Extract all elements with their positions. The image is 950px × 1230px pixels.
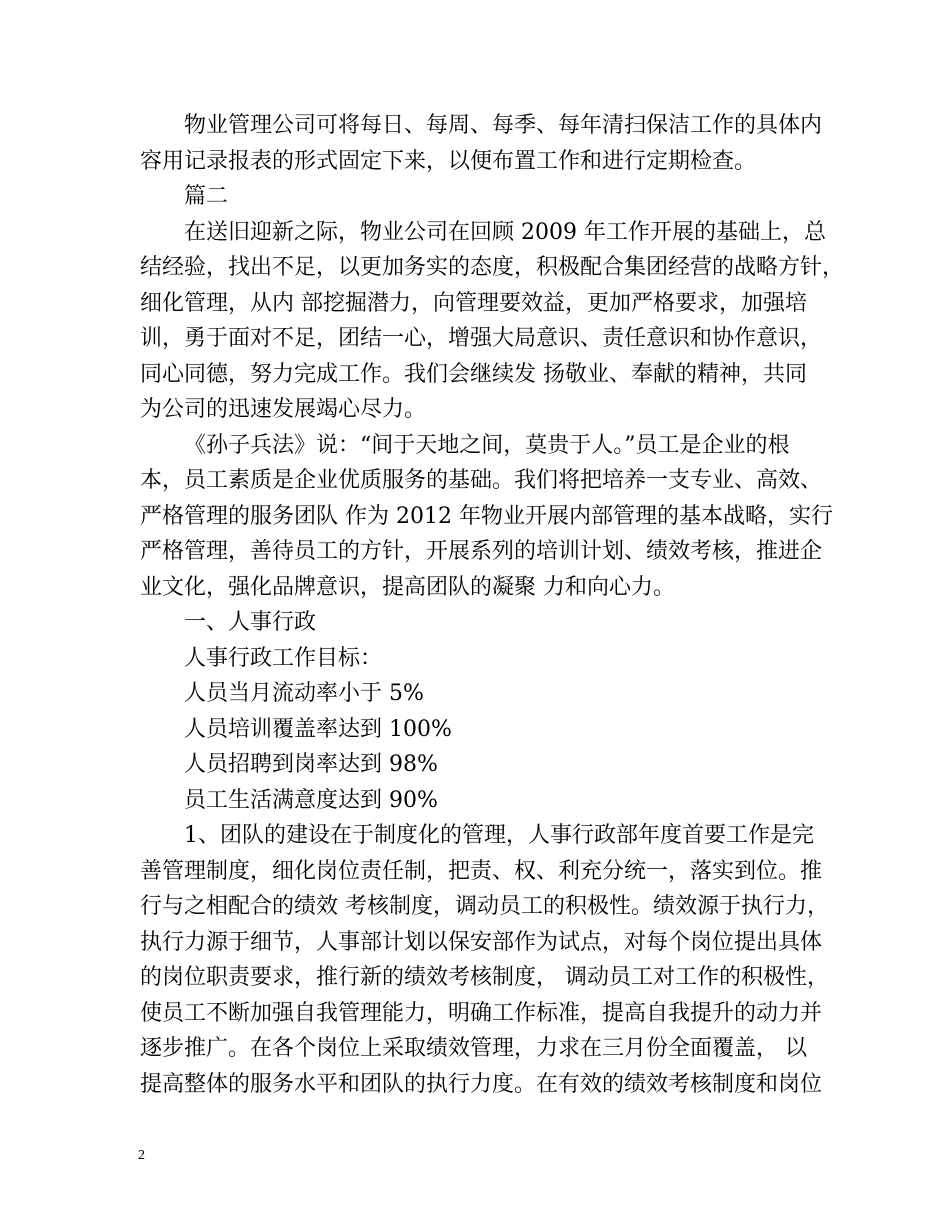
text-line: 细化管理，从内 部挖掘潜力，向管理要效益，更加严格要求，加强培	[140, 290, 807, 316]
text-line: 提高整体的服务水平和团队的执行力度。在有效的绩效考核制度和岗位	[140, 1071, 823, 1097]
text-line: 同心同德，努力完成工作。我们会继续发 扬敬业、奉献的精神，共同	[140, 361, 807, 387]
text-line: 人事行政工作目标：	[184, 645, 383, 671]
page-number: 2	[138, 1148, 145, 1163]
list-item: 人员当月流动率小于 5%	[184, 681, 424, 706]
text-line: 业文化，强化品牌意识，提高团队的凝聚 力和向心力。	[140, 574, 675, 600]
text-line: 的岗位职责要求，推行新的绩效考核制度， 调动员工对工作的积极性，	[140, 965, 829, 990]
text-line: 1、团队的建设在于制度化的管理，人事行政部年度首要工作是完	[184, 823, 814, 848]
list-item: 人员招聘到岗率达到 98%	[184, 752, 438, 777]
text-line: 严格管理的服务团队 作为 2012 年物业开展内部管理的基本战略，实行	[140, 503, 833, 529]
text-line: 容用记录报表的形式固定下来，以便布置工作和进行定期检查。	[140, 148, 757, 174]
text-line: 训，勇于面对不足，团结一心，增强大局意识、责任意识和协作意识，	[140, 326, 823, 351]
text-line: 《孙子兵法》说：“间于天地之间，莫贵于人。”员工是企业的根	[184, 432, 790, 458]
text-line: 结经验，找出不足，以更加务实的态度，积极配合集团经营的战略方针，	[140, 255, 845, 280]
text-line: 本，员工素质是企业优质服务的基础。我们将把培养一支专业、高效、	[140, 468, 823, 493]
section-heading: 篇二	[184, 184, 229, 209]
text-line: 行与之相配合的绩效 考核制度，调动员工的积极性。绩效源于执行力，	[140, 894, 829, 919]
section-heading: 一、人事行政	[184, 610, 317, 635]
list-item: 员工生活满意度达到 90%	[184, 787, 438, 813]
text-line: 执行力源于细节，人事部计划以保安部作为试点，对每个岗位提出具体	[140, 929, 823, 955]
text-line: 善管理制度，细化岗位责任制，把责、权、利充分统一，落实到位。推	[140, 858, 823, 884]
list-item: 人员培训覆盖率达到 100%	[184, 716, 452, 742]
text-line: 严格管理，善待员工的方针，开展系列的培训计划、绩效考核，推进企	[140, 539, 823, 564]
text-line: 逐步推广。在各个岗位上采取绩效管理，力求在三月份全面覆盖， 以	[140, 1036, 807, 1061]
text-line: 物业管理公司可将每日、每周、每季、每年清扫保洁工作的具体内	[184, 113, 823, 138]
text-line: 为公司的迅速发展竭心尽力。	[140, 397, 427, 422]
document-body	[140, 108, 845, 1102]
text-line: 使员工不断加强自我管理能力，明确工作标准，提高自我提升的动力并	[140, 1000, 823, 1026]
text-line: 在送旧迎新之际，物业公司在回顾 2009 年工作开展的基础上，总	[184, 219, 826, 245]
